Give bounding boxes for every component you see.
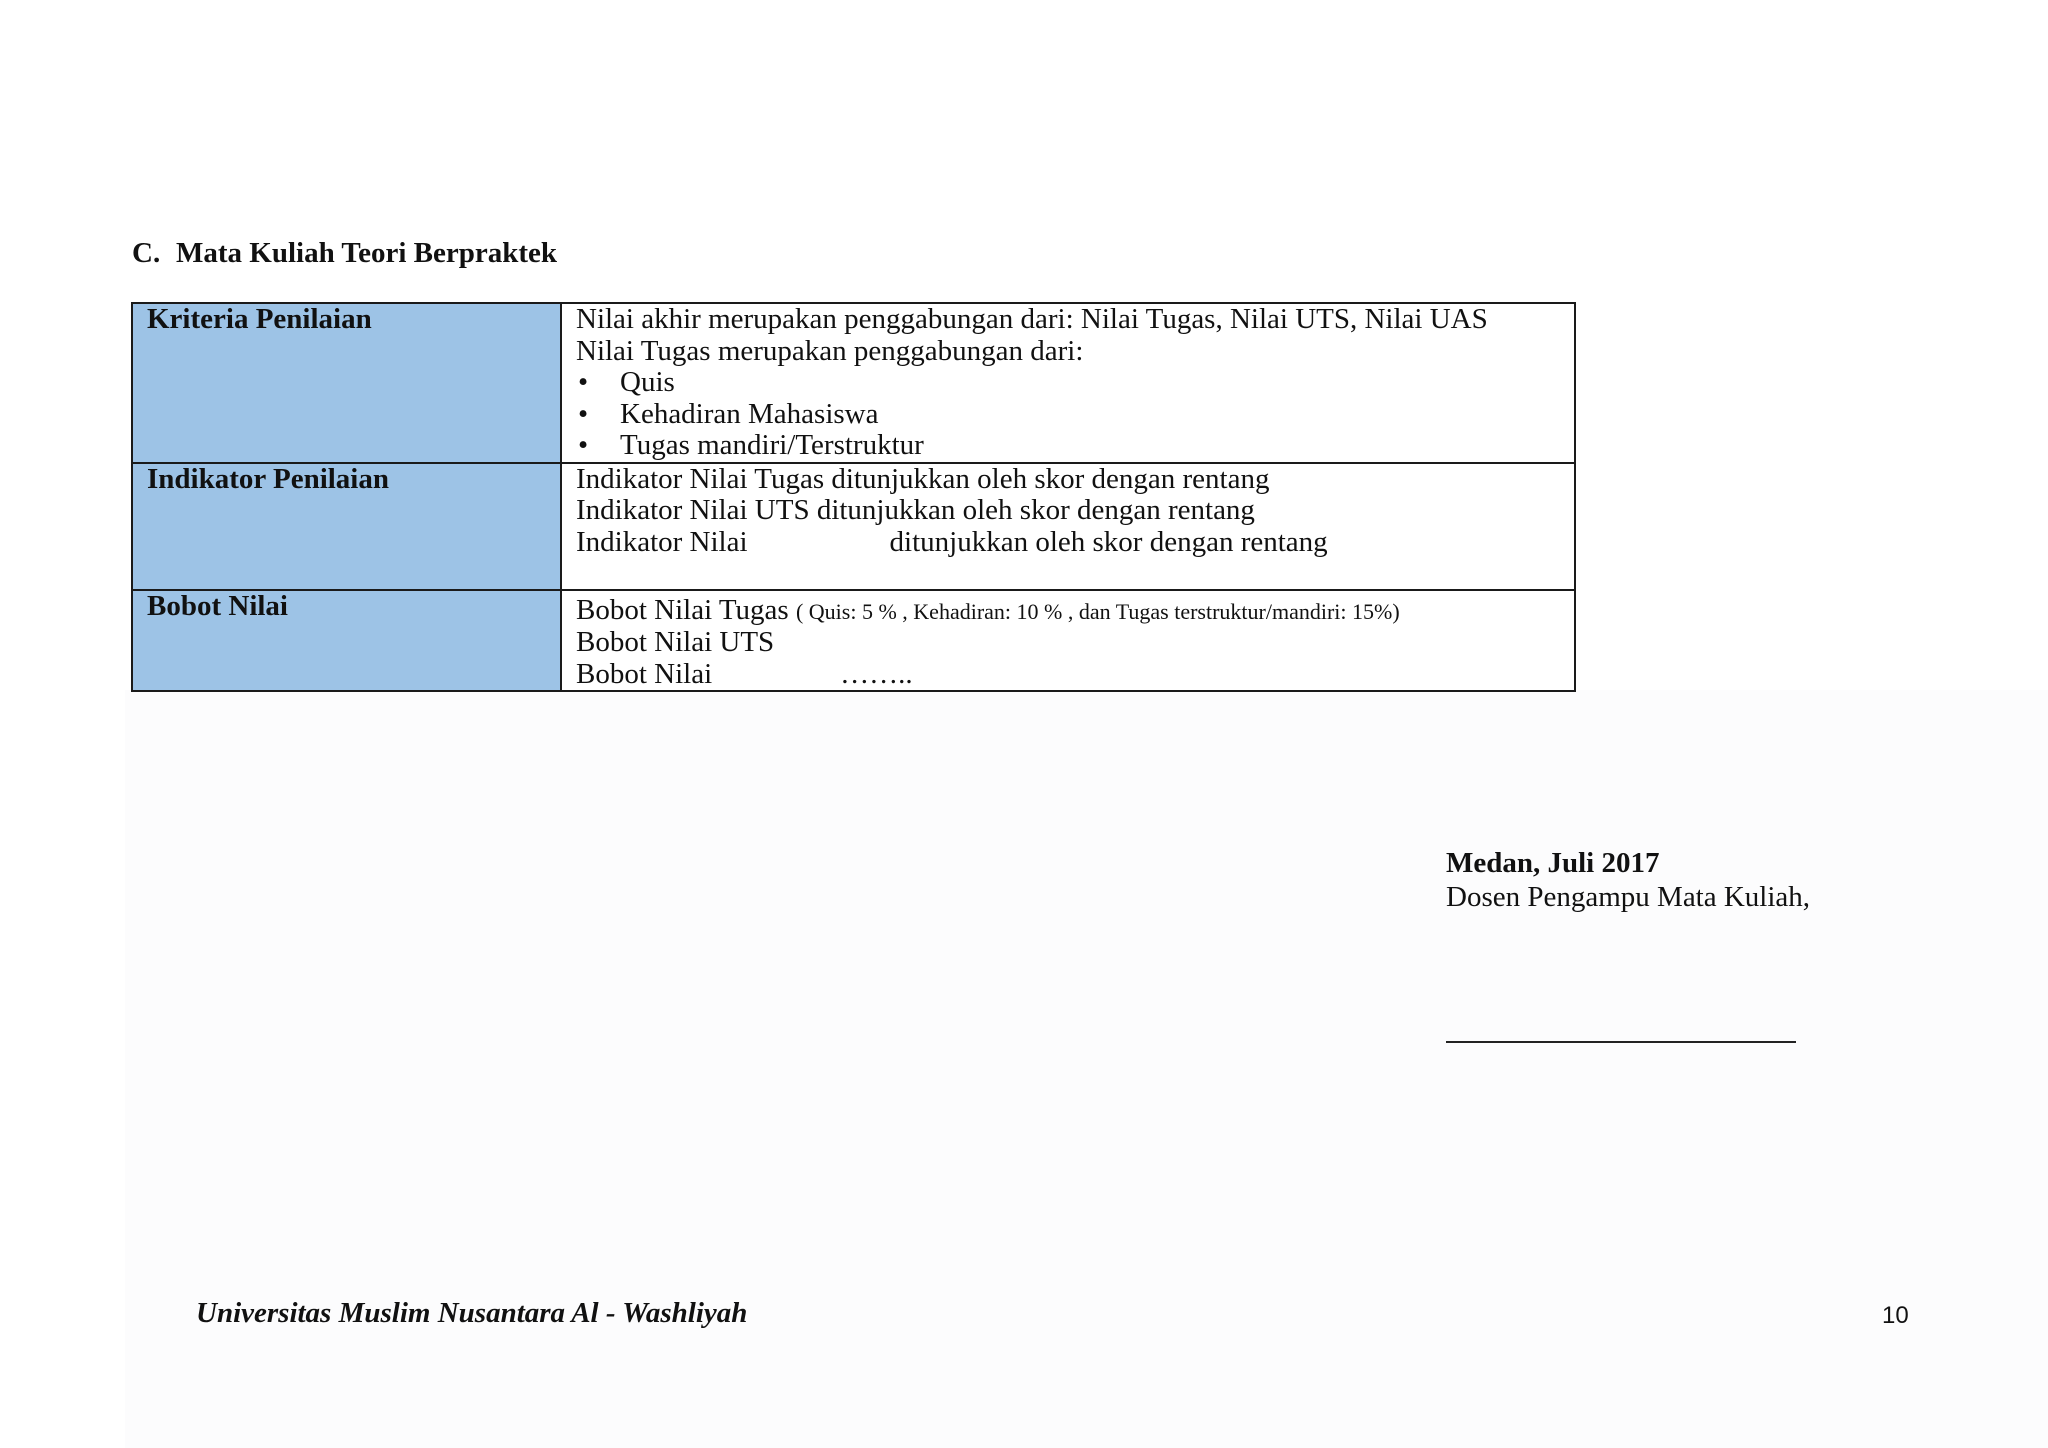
bobot-content — [561, 590, 1575, 692]
section-letter: C. — [132, 237, 161, 269]
indikator-content — [561, 463, 1575, 590]
bullet-icon: • — [578, 366, 589, 398]
indikator-line-1: Indikator Nilai Tugas ditunjukkan oleh skor dengan rentang — [576, 462, 1270, 495]
indikator-line-2: Indikator Nilai UTS ditunjukkan oleh skor dengan rentang — [576, 494, 1255, 526]
section-heading — [132, 236, 557, 270]
bobot-line-3-end: …….. — [840, 657, 913, 690]
signature-role: Dosen Pengampu Mata Kuliah, — [1446, 881, 1811, 913]
indikator-line-3-start: Indikator Nilai — [576, 525, 748, 558]
page-background-shade — [125, 690, 2048, 1448]
kriteria-line-2: Nilai Tugas merupakan penggabungan dari: — [576, 334, 1084, 367]
section-title: Mata Kuliah Teori Berpraktek — [176, 237, 558, 269]
assessment-table — [131, 302, 1576, 692]
bobot-line-1-text: Bobot Nilai Tugas — [576, 593, 789, 626]
bobot-detail: ( Quis: 5 % , Kehadiran: 10 % , dan Tugas terstruktur/mandiri: 15%) — [795, 598, 1400, 624]
bobot-line-3 — [576, 659, 1574, 691]
indikator-line-3 — [576, 527, 1574, 559]
bullet-icon: • — [578, 397, 589, 430]
bullet-icon: • — [578, 429, 589, 461]
kriteria-line-1: Nilai akhir merupakan penggabungan dari: Nilai Tugas, Nilai UTS, Nilai UAS — [576, 303, 1488, 335]
table-row-bobot — [132, 590, 1575, 692]
bobot-line-1 — [576, 595, 1574, 628]
kriteria-label: Kriteria Penilaian — [132, 303, 561, 463]
list-item — [576, 367, 1574, 399]
indikator-label: Indikator Penilaian — [132, 463, 561, 590]
page-number: 10 — [1882, 1302, 1909, 1329]
list-item-text: Quis — [620, 366, 675, 398]
table-row-kriteria — [132, 303, 1575, 463]
bobot-line-2: Bobot Nilai UTS — [576, 626, 775, 658]
bobot-line-3-start: Bobot Nilai — [576, 657, 713, 690]
list-item — [576, 430, 1574, 462]
list-item — [576, 399, 1574, 431]
bobot-label: Bobot Nilai — [132, 590, 561, 692]
signature-line — [1446, 1041, 1796, 1043]
signature-place-date: Medan, Juli 2017 — [1446, 847, 1660, 879]
indikator-line-3-end: ditunjukkan oleh skor dengan rentang — [889, 525, 1328, 558]
table-row-indikator — [132, 463, 1575, 590]
footer-institution: Universitas Muslim Nusantara Al - Washliyah — [196, 1297, 748, 1329]
list-item-text: Tugas mandiri/Terstruktur — [620, 429, 924, 461]
list-item-text: Kehadiran Mahasiswa — [620, 397, 879, 430]
kriteria-content — [561, 303, 1575, 463]
signature-block — [1446, 846, 1810, 914]
